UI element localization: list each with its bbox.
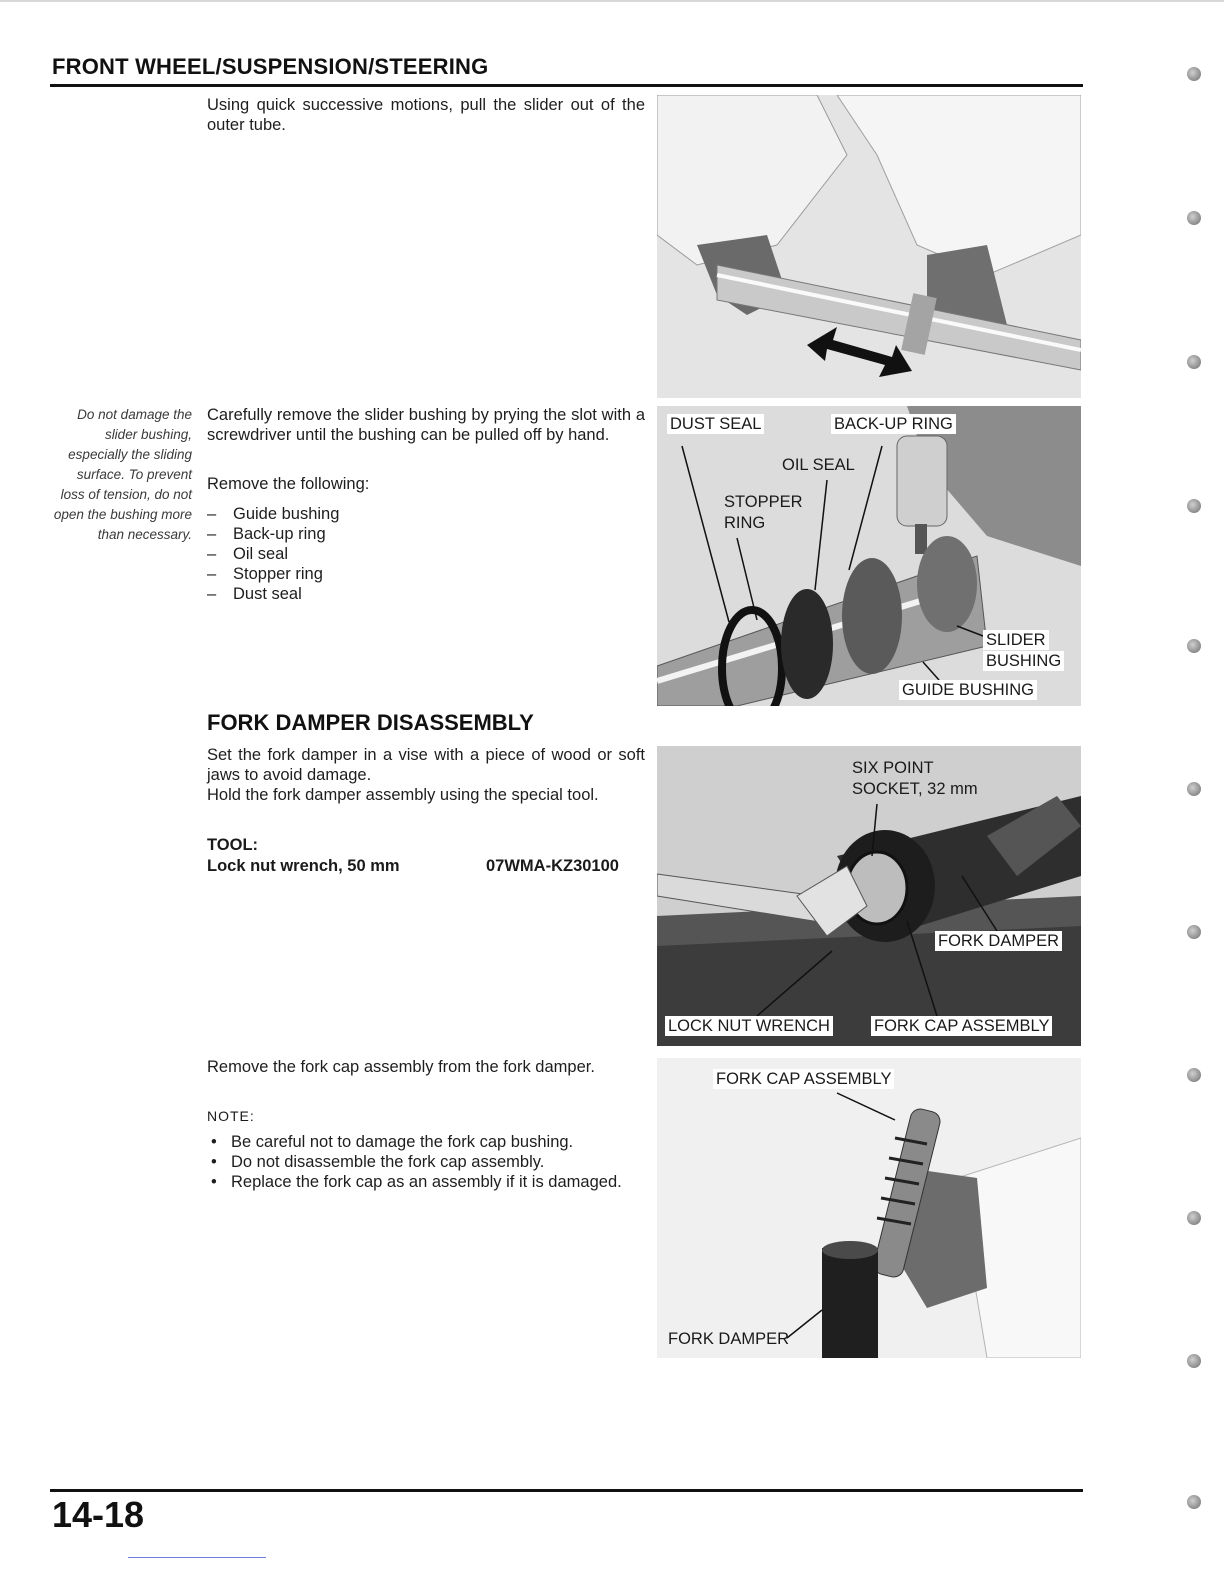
link-underline-mark: [128, 1557, 266, 1558]
side-caution-note: Do not damage the slider bushing, especially the sliding surface. To prevent loss of tension, do not open the bushing more than necessary.: [53, 407, 192, 542]
punch-hole: [1187, 782, 1201, 796]
punch-hole: [1187, 211, 1201, 225]
photo-pull-slider: [657, 95, 1081, 398]
top-edge-line: [0, 0, 1224, 2]
punch-hole: [1187, 925, 1201, 939]
note-label: NOTE:: [207, 1108, 255, 1124]
callout-slider-bushing-line2: BUSHING: [983, 651, 1064, 671]
callout-fork-cap-assembly: FORK CAP ASSEMBLY: [871, 1016, 1052, 1036]
list-item: • Do not disassemble the fork cap assembly.: [207, 1152, 645, 1172]
punch-hole: [1187, 1354, 1201, 1368]
list-item: – Back-up ring: [207, 524, 507, 544]
page-number: 14-18: [52, 1494, 145, 1535]
list-item: – Oil seal: [207, 544, 507, 564]
callout-fork-cap-assembly-2: FORK CAP ASSEMBLY: [713, 1069, 894, 1089]
callout-fork-damper-2: FORK DAMPER: [668, 1330, 790, 1348]
step1-text: Using quick successive motions, pull the slider out of the outer tube.: [207, 96, 645, 134]
callout-stopper-ring-line2: RING: [724, 514, 766, 532]
punch-hole: [1187, 355, 1201, 369]
punch-hole: [1187, 499, 1201, 513]
tool-label: TOOL:: [207, 836, 259, 854]
callout-dust-seal: DUST SEAL: [667, 414, 764, 434]
remove-intro: Remove the following:: [207, 475, 370, 493]
header-rule: [50, 84, 1083, 87]
remove-list: [207, 504, 507, 604]
note-list: [207, 1132, 645, 1192]
callout-backup-ring: BACK-UP RING: [831, 414, 956, 434]
punch-hole: [1187, 1068, 1201, 1082]
callout-fork-damper: FORK DAMPER: [935, 931, 1062, 951]
list-item: – Guide bushing: [207, 504, 507, 524]
tool-part-number: 07WMA-KZ30100: [486, 857, 619, 875]
callout-oil-seal: OIL SEAL: [782, 456, 855, 474]
callout-six-point-line2: SOCKET, 32 mm: [852, 780, 978, 798]
callout-lock-nut-wrench: LOCK NUT WRENCH: [665, 1016, 833, 1036]
punch-hole: [1187, 1211, 1201, 1225]
callout-slider-bushing-line1: SLIDER: [983, 630, 1049, 650]
punch-hole: [1187, 67, 1201, 81]
callout-stopper-ring-line1: STOPPER: [724, 493, 803, 511]
step4-text: Remove the fork cap assembly from the fork damper.: [207, 1058, 595, 1076]
punch-hole: [1187, 1495, 1201, 1509]
list-item: – Stopper ring: [207, 564, 507, 584]
section-text-1: Set the fork damper in a vise with a piece of wood or soft jaws to avoid damage.: [207, 746, 645, 784]
callout-guide-bushing: GUIDE BUSHING: [899, 680, 1037, 700]
list-item: • Be careful not to damage the fork cap bushing.: [207, 1132, 645, 1152]
tool-name: Lock nut wrench, 50 mm: [207, 857, 400, 875]
step2-text: Carefully remove the slider bushing by prying the slot with a screwdriver until the bushing can be pulled off by hand.: [207, 406, 645, 444]
list-item: • Replace the fork cap as an assembly if it is damaged.: [207, 1172, 645, 1192]
list-item: – Dust seal: [207, 584, 507, 604]
punch-hole: [1187, 639, 1201, 653]
callout-six-point-line1: SIX POINT: [852, 759, 934, 777]
page-header-title: FRONT WHEEL/SUSPENSION/STEERING: [52, 54, 489, 79]
photo-fork-cap-removal: [657, 1058, 1081, 1358]
footer-rule: [50, 1489, 1083, 1492]
section-text-2: Hold the fork damper assembly using the special tool.: [207, 786, 599, 804]
section-heading: FORK DAMPER DISASSEMBLY: [207, 710, 534, 735]
